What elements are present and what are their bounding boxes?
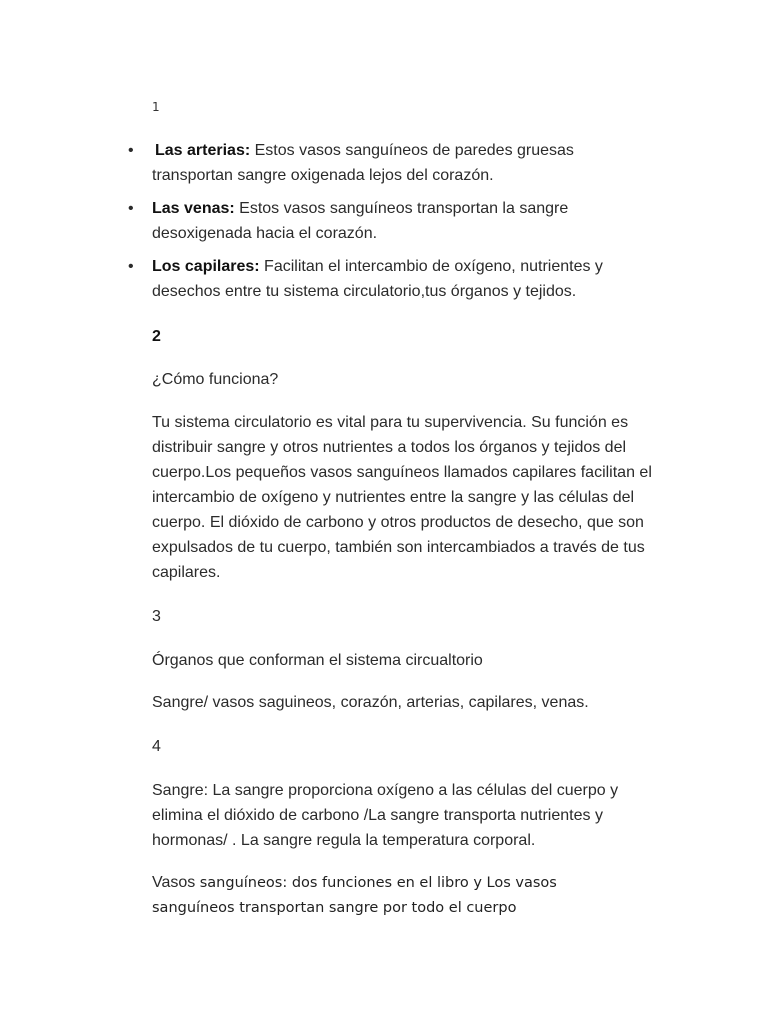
desc-venas: Estos vasos sanguíneos transportan la sangre desoxigenada hacia el corazón. [152,200,569,242]
list-item [0,196,652,246]
question-heading: ¿Cómo funciona? [152,371,279,388]
term-venas: Las venas: [152,200,235,217]
organs-heading: Órganos que conforman el sistema circualtorio [152,652,483,669]
bullet-icon: • [128,258,134,275]
bullet-icon: • [128,200,134,217]
organs-list: Sangre/ vasos saguineos, corazón, arterias, capilares, venas. [152,694,589,711]
paragraph-function: Tu sistema circulatorio es vital para tu supervivencia. Su función es distribuir sangre y otros nutrientes a todos los órganos y tejidos del cuerpo.Los pequeños vasos sanguíneos llamados capilares facilitan el intercambio de oxígeno y nutrientes entre la sangre y las células del cuerpo. El dióxido de carbono y otros productos de desecho, que son expulsados de tu cuerpo, también son intercambiados a través de tus capilares. [152,414,652,581]
term-arterias: Las arterias: [155,142,251,159]
section-number-2: 2 [152,328,161,345]
note-lead: Vasos [152,874,200,891]
section-number-3: 3 [152,608,161,625]
section-number-4: 4 [152,738,161,755]
vessel-types-list [0,138,768,312]
desc-capilares: Facilitan el intercambio de oxígeno, nutrientes y desechos entre tu sistema circulatorio,tus órganos y tejidos. [152,258,603,300]
list-item [0,254,652,304]
list-item [0,138,652,188]
paragraph-blood: Sangre: La sangre proporciona oxígeno a las células del cuerpo y elimina el dióxido de carbono /La sangre transporta nutrientes y hormonas/ . La sangre regula la temperatura corporal. [152,782,619,849]
desc-arterias: Estos vasos sanguíneos de paredes gruesas transportan sangre oxigenada lejos del corazón. [152,142,574,184]
note-rest: sanguíneos: dos funciones en el libro y Los vasos sanguíneos transportan sangre por todo el cuerpo [152,875,557,916]
term-capilares: Los capilares: [152,258,260,275]
vessels-note [152,870,632,921]
bullet-icon: • [128,142,134,159]
section-number-1: 1 [152,100,160,114]
